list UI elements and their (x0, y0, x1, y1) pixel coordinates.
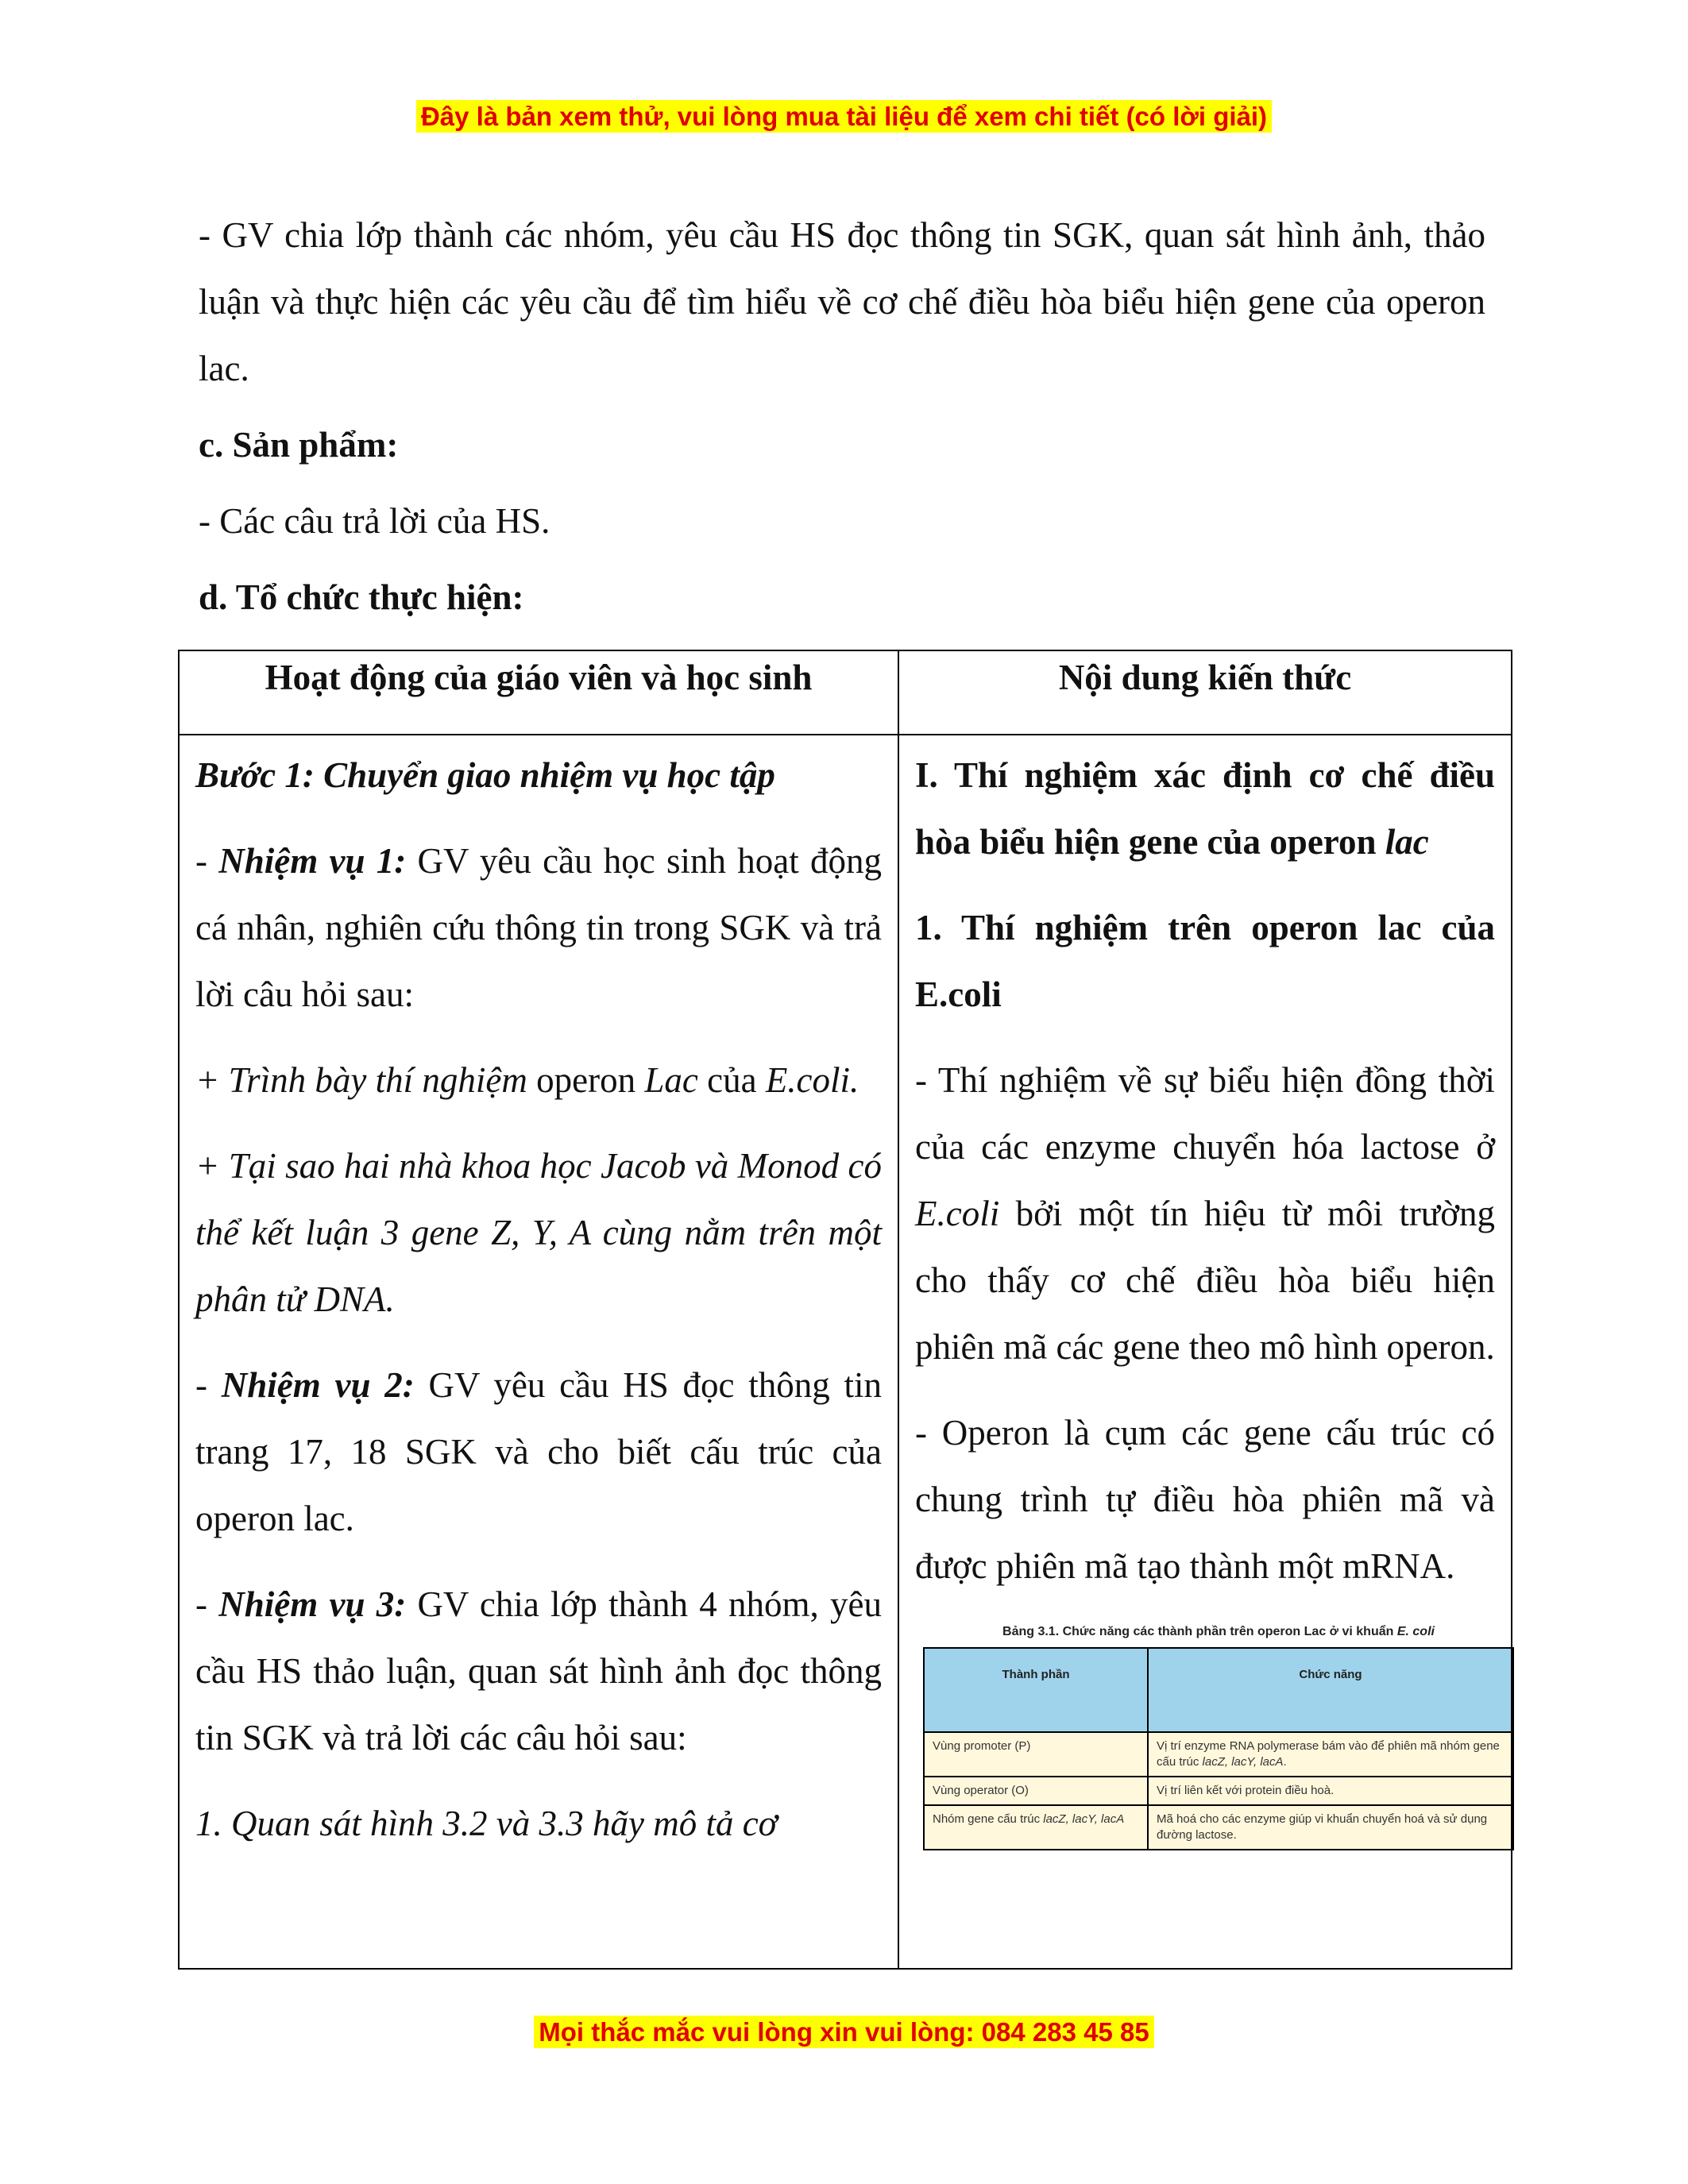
table-row: Nhóm gene cấu trúc lacZ, lacY, lacA Mã hoá cho các enzyme giúp vi khuẩn chuyển hoá và sử dụng đường lactose. (924, 1805, 1513, 1850)
activities-cell (179, 735, 898, 1969)
preview-banner: Đây là bản xem thử, vui lòng mua tài liệu để xem chi tiết (có lời giải) (0, 102, 1688, 132)
operon-lac-figure (923, 1623, 1514, 1850)
task-3: - Nhiệm vụ 3: GV chia lớp thành 4 nhóm, yêu cầu HS thảo luận, quan sát hình ảnh đọc thông tin SGK và trả lời các câu hỏi sau: (195, 1584, 882, 1758)
contact-banner: Mọi thắc mắc vui lòng xin vui lòng: 084 283 45 85 (0, 2017, 1688, 2047)
product-text: - Các câu trả lời của HS. (199, 501, 550, 541)
table-row: Vùng promoter (P) Vị trí enzyme RNA polymerase bám vào để phiên mã nhóm gene cấu trúc lacZ, lacY, lacA. (924, 1732, 1513, 1777)
question-3: 1. Quan sát hình 3.2 và 3.3 hãy mô tả cơ (195, 1804, 778, 1843)
operon-definition: - Operon là cụm các gene cấu trúc có chung trình tự điều hòa phiên mã và được phiên mã tạo thành một mRNA. (915, 1413, 1495, 1586)
section-heading: I. Thí nghiệm xác định cơ chế điều hòa biểu hiện gene của operon lac (915, 755, 1495, 862)
question-1: + Trình bày thí nghiệm operon Lac của E.coli. (195, 1060, 859, 1100)
table-row (179, 735, 1512, 1969)
product-heading: c. Sản phẩm: (199, 425, 399, 465)
header-activities: Hoạt động của giáo viên và học sinh (179, 650, 898, 735)
organization-heading: d. Tổ chức thực hiện: (199, 577, 524, 617)
task-1: - Nhiệm vụ 1: GV yêu cầu học sinh hoạt động cá nhân, nghiên cứu thông tin trong SGK và trả lời câu hỏi sau: (195, 841, 882, 1014)
question-2: + Tại sao hai nhà khoa học Jacob và Monod có thể kết luận 3 gene Z, Y, A cùng nằm trên một phân tử DNA. (195, 1146, 882, 1319)
knowledge-cell (898, 735, 1512, 1969)
lesson-table (178, 650, 1512, 1970)
header-knowledge: Nội dung kiến thức (898, 650, 1512, 735)
figure-header-row: Thành phần Chức năng (924, 1648, 1513, 1732)
table-header-row (179, 650, 1512, 735)
table-row: Vùng operator (O) Vị trí liên kết với protein điều hoà. (924, 1777, 1513, 1805)
task-2: - Nhiệm vụ 2: GV yêu cầu HS đọc thông tin trang 17, 18 SGK và cho biết cấu trúc của operon lac. (195, 1365, 882, 1538)
figure-table (923, 1647, 1514, 1850)
intro-task-paragraph: - GV chia lớp thành các nhóm, yêu cầu HS đọc thông tin SGK, quan sát hình ảnh, thảo luận và thực hiện các yêu cầu để tìm hiểu về cơ chế điều hòa biểu hiện gene của operon lac. (199, 215, 1485, 388)
step-heading: Bước 1: Chuyển giao nhiệm vụ học tập (195, 755, 775, 795)
subsection-heading: 1. Thí nghiệm trên operon lac của E.coli (915, 908, 1495, 1014)
experiment-paragraph: - Thí nghiệm về sự biểu hiện đồng thời của các enzyme chuyển hóa lactose ở E.coli bởi một tín hiệu từ môi trường cho thấy cơ chế điều hòa biểu hiện phiên mã các gene theo mô hình operon. (915, 1060, 1495, 1367)
figure-caption: Bảng 3.1. Chức năng các thành phần trên operon Lac ở vi khuẩn E. coli (1002, 1625, 1435, 1638)
